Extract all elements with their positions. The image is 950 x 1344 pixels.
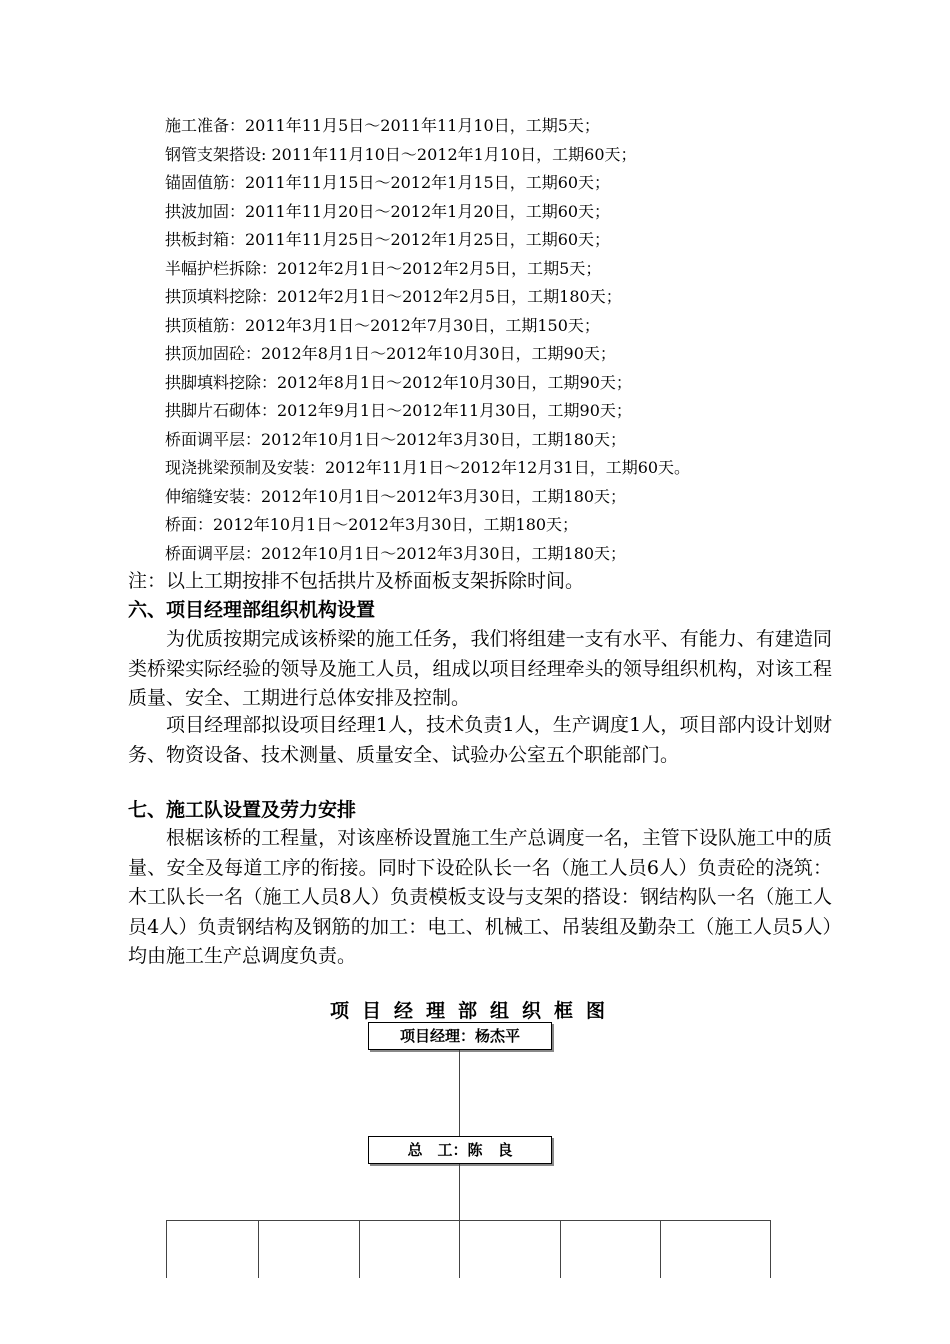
schedule-item: 拱板封箱：2011年11月25日～2012年1月25日，工期60天；	[165, 230, 611, 249]
schedule-item: 桥面：2012年10月1日～2012年3月30日，工期180天；	[165, 515, 579, 534]
section-6-paragraph-2: 项目经理部拟设项目经理1人，技术负责1人，生产调度1人，项目部内设计划财务、物资设备、技术测量、质量安全、试验办公室五个职能部门。	[128, 714, 832, 766]
schedule-item: 拱脚填料挖除：2012年8月1日～2012年10月30日，工期90天；	[165, 372, 632, 392]
schedule-item: 施工准备：2011年11月5日～2011年11月10日，工期5天；	[165, 116, 600, 135]
section-7-paragraph-1: 根椐该桥的工程量，对该座桥设置施工生产总调度一名，主管下设队施工中的质量、安全及每道工序的衔接。同时下设砼队长一名（施工人员6人）负责砼的浇筑：木工队长一名（施工人员8人）负责模板支设与支架的搭设：钢结构队一名（施工人员4人）负责钢结构及钢筋的加工：电工、机械工、吊装组及勤杂工（施工人员5人）均由施工生产总调度负责。	[128, 827, 832, 967]
branch-drop	[560, 1220, 561, 1278]
schedule-list	[165, 112, 690, 568]
connector-line	[459, 1164, 460, 1278]
branch-drop	[166, 1220, 167, 1278]
schedule-item: 半幅护栏拆除：2012年2月1日～2012年2月5日，工期5天；	[165, 258, 602, 278]
schedule-item: 伸缩缝安装：2012年10月1日～2012年3月30日，工期180天；	[165, 486, 627, 506]
section-6-paragraph-1: 为优质按期完成该桥梁的施工任务，我们将组建一支有水平、有能力、有建造同类桥梁实际经验的领导及施工人员，组成以项目经理牵头的领导组织机构，对该工程质量、安全、工期进行总体安排及控制。	[128, 628, 832, 709]
schedule-item: 拱波加固：2011年11月20日～2012年1月20日，工期60天；	[165, 201, 611, 221]
schedule-note: 注：以上工期按排不包括拱片及桥面板支架拆除时间。	[128, 570, 585, 592]
org-chart-title: 项目经理部组织框图	[330, 1000, 619, 1022]
project-manager-box: 项目经理：杨杰平	[368, 1022, 552, 1050]
schedule-item: 拱顶植筋：2012年3月1日～2012年7月30日，工期150天；	[165, 315, 600, 335]
schedule-item: 桥面调平层：2012年10月1日～2012年3月30日，工期180天；	[165, 429, 627, 449]
branch-drop	[660, 1220, 661, 1278]
branch-line	[166, 1220, 771, 1221]
connector-line	[459, 1050, 460, 1136]
branch-drop	[770, 1220, 771, 1278]
branch-drop	[258, 1220, 259, 1278]
schedule-item: 桥面调平层：2012年10月1日～2012年3月30日，工期180天；	[165, 543, 627, 563]
schedule-item: 钢管支架搭设: 2011年11月10日～2012年1月10日，工期60天；	[165, 144, 637, 164]
chief-engineer-box: 总 工：陈 良	[368, 1136, 552, 1164]
section-6-heading: 六、项目经理部组织机构设置	[128, 599, 376, 621]
branch-drop	[359, 1220, 360, 1278]
schedule-item: 拱脚片石砌体：2012年9月1日～2012年11月30日，工期90天；	[165, 401, 632, 420]
schedule-item: 现浇挑梁预制及安装：2012年11月1日～2012年12月31日，工期60天。	[165, 458, 691, 477]
schedule-item: 锚固值筋：2011年11月15日～2012年1月15日，工期60天；	[165, 173, 611, 192]
schedule-item: 拱顶加固砼：2012年8月1日～2012年10月30日，工期90天；	[165, 344, 616, 363]
section-7-heading: 七、施工队设置及劳力安排	[128, 799, 357, 821]
schedule-item: 拱顶填料挖除：2012年2月1日～2012年2月5日，工期180天；	[165, 287, 622, 306]
